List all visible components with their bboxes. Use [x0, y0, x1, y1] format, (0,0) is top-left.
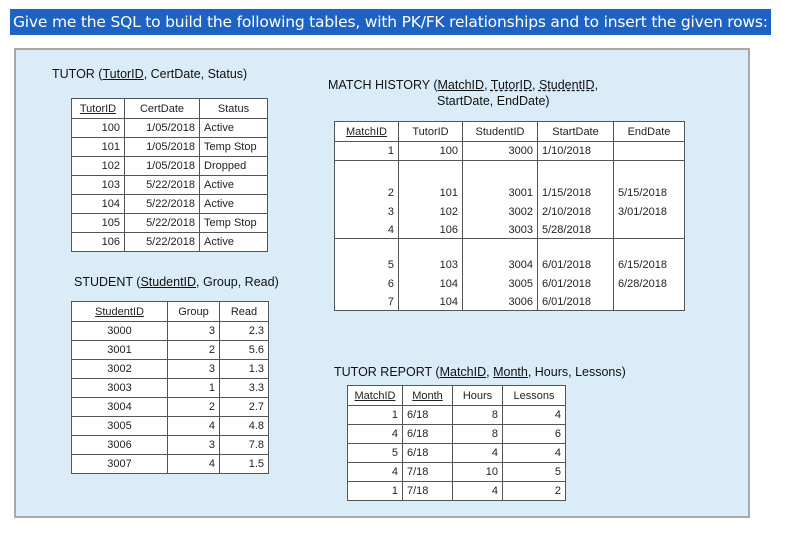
student-row-cell: 7.8: [220, 436, 269, 455]
tutor-report-row-cell: 4: [453, 444, 503, 463]
match-history-pk: MatchID: [437, 78, 485, 92]
tutor-row-cell: Active: [200, 195, 268, 214]
student-row-cell: 2.7: [220, 398, 269, 417]
student-row-cell: 5.6: [220, 341, 269, 360]
match-history-row: [335, 161, 685, 201]
tutor-report-pk-match: MatchID: [439, 365, 487, 379]
tutor-title: TUTOR (TutorID, CertDate, Status): [52, 67, 248, 81]
mh-header-tutorid: TutorID: [399, 122, 463, 142]
tutor-row-cell: 102: [72, 157, 125, 176]
tutor-report-row-cell: 8: [453, 406, 503, 425]
match-history-title-line2: StartDate, EndDate): [437, 94, 550, 108]
mh-header-enddate: EndDate: [614, 122, 685, 142]
tutor-report-row-cell: 6/18: [403, 444, 453, 463]
tutor-row-cell: 106: [72, 233, 125, 252]
match-history-row-cell: 2: [335, 161, 399, 201]
mh-header-matchid: MatchID: [335, 122, 399, 142]
match-history-row-cell: 3006: [463, 292, 538, 311]
student-header-group: Group: [168, 302, 220, 322]
tutor-report-row-cell: 4: [348, 425, 403, 444]
match-history-row-cell: 1/15/2018: [538, 161, 614, 201]
mh-header-startdate: StartDate: [538, 122, 614, 142]
match-history-row-cell: 1: [335, 142, 399, 161]
tutor-row-cell: Active: [200, 233, 268, 252]
match-history-row-cell: 3/01/2018: [614, 201, 685, 220]
tutor-header-certdate: CertDate: [125, 99, 200, 119]
match-history-row-cell: 5/15/2018: [614, 161, 685, 201]
student-row: [72, 436, 269, 455]
student-row-cell: 4: [168, 455, 220, 474]
match-history-row-cell: 6/15/2018: [614, 239, 685, 273]
student-row-cell: 3002: [72, 360, 168, 379]
student-name: STUDENT: [74, 275, 133, 289]
tr-header-lessons: Lessons: [503, 386, 566, 406]
tutor-row: [72, 233, 268, 252]
student-header-id: StudentID: [72, 302, 168, 322]
match-history-row-cell: 7: [335, 292, 399, 311]
student-row-cell: 3000: [72, 322, 168, 341]
student-row-cell: 1: [168, 379, 220, 398]
match-history-row-cell: 100: [399, 142, 463, 161]
match-history-row-cell: 2/10/2018: [538, 201, 614, 220]
student-row: [72, 398, 269, 417]
match-history-row-cell: 4: [335, 220, 399, 239]
match-history-row-cell: 3004: [463, 239, 538, 273]
match-history-row-cell: 106: [399, 220, 463, 239]
match-history-row: [335, 220, 685, 239]
student-header-read: Read: [220, 302, 269, 322]
match-history-fk-tutor: TutorID: [490, 78, 533, 92]
tutor-report-table: [347, 385, 566, 501]
tutor-row: [72, 157, 268, 176]
tutor-row-cell: 1/05/2018: [125, 157, 200, 176]
tutor-row-cell: 5/22/2018: [125, 176, 200, 195]
match-history-fk-student: StudentID: [538, 78, 595, 92]
tutor-table: [71, 98, 268, 252]
student-row-cell: 3005: [72, 417, 168, 436]
student-row: [72, 341, 269, 360]
tutor-report-row-cell: 7/18: [403, 482, 453, 501]
student-row-cell: 2: [168, 398, 220, 417]
tutor-header-id: TutorID: [72, 99, 125, 119]
tutor-row-cell: Active: [200, 176, 268, 195]
match-history-row-cell: 101: [399, 161, 463, 201]
tutor-row: [72, 214, 268, 233]
match-history-row-cell: 3001: [463, 161, 538, 201]
tutor-name: TUTOR: [52, 67, 95, 81]
tutor-report-row-cell: 7/18: [403, 463, 453, 482]
tutor-row: [72, 138, 268, 157]
match-history-row-cell: 3003: [463, 220, 538, 239]
student-pk: StudentID: [140, 275, 197, 289]
student-row: [72, 379, 269, 398]
tutor-report-row-cell: 4: [453, 482, 503, 501]
student-row-cell: 3006: [72, 436, 168, 455]
match-history-row: [335, 142, 685, 161]
tutor-header-status: Status: [200, 99, 268, 119]
mh-header-studentid: StudentID: [463, 122, 538, 142]
student-row-cell: 3: [168, 360, 220, 379]
match-history-table: [334, 121, 685, 311]
tutor-row-cell: Active: [200, 119, 268, 138]
tutor-row-cell: Temp Stop: [200, 138, 268, 157]
tutor-report-row-cell: 5: [503, 463, 566, 482]
tutor-report-title: TUTOR REPORT (MatchID, Month, Hours, Lessons): [334, 365, 626, 379]
tutor-row-cell: 5/22/2018: [125, 233, 200, 252]
match-history-row-cell: 1/10/2018: [538, 142, 614, 161]
tutor-report-row-cell: 8: [453, 425, 503, 444]
tr-header-month: Month: [403, 386, 453, 406]
student-attrs: , Group, Read): [196, 275, 279, 289]
match-history-row-cell: 6/01/2018: [538, 292, 614, 311]
match-history-row-cell: 104: [399, 273, 463, 292]
match-history-row-cell: 103: [399, 239, 463, 273]
tutor-report-row: [348, 444, 566, 463]
tutor-report-row: [348, 463, 566, 482]
tutor-report-row-cell: 2: [503, 482, 566, 501]
tutor-report-row-cell: 4: [503, 406, 566, 425]
tutor-report-attrs: , Hours, Lessons): [527, 365, 626, 379]
tutor-row-cell: Dropped: [200, 157, 268, 176]
student-row: [72, 417, 269, 436]
tutor-row-cell: 5/22/2018: [125, 214, 200, 233]
tutor-row: [72, 195, 268, 214]
question-text: Give me the SQL to build the following tables, with PK/FK relationships and to insert the given rows:: [10, 9, 771, 35]
student-row-cell: 1.3: [220, 360, 269, 379]
match-history-row-cell: [614, 142, 685, 161]
student-row-cell: 2.3: [220, 322, 269, 341]
tutor-pk: TutorID: [102, 67, 144, 81]
student-row-cell: 4.8: [220, 417, 269, 436]
match-history-name: MATCH HISTORY: [328, 78, 430, 92]
tutor-report-row-cell: 5: [348, 444, 403, 463]
match-history-title: MATCH HISTORY (MatchID, TutorID, StudentID,: [328, 78, 599, 92]
tutor-report-row: [348, 482, 566, 501]
student-row: [72, 322, 269, 341]
tutor-row: [72, 176, 268, 195]
tutor-row-cell: 1/05/2018: [125, 119, 200, 138]
tutor-report-row-cell: 4: [503, 444, 566, 463]
student-row-cell: 3007: [72, 455, 168, 474]
match-history-row-cell: 5/28/2018: [538, 220, 614, 239]
student-row-cell: 1.5: [220, 455, 269, 474]
match-history-row: [335, 201, 685, 220]
match-history-row-cell: [614, 220, 685, 239]
tutor-attrs: , CertDate, Status): [143, 67, 248, 81]
tutor-row-cell: 101: [72, 138, 125, 157]
tutor-report-row-cell: 6/18: [403, 425, 453, 444]
match-history-row: [335, 292, 685, 311]
match-history-row: [335, 239, 685, 273]
student-title: STUDENT (StudentID, Group, Read): [74, 275, 279, 289]
student-row-cell: 3003: [72, 379, 168, 398]
tutor-report-row-cell: 6/18: [403, 406, 453, 425]
tr-header-hours: Hours: [453, 386, 503, 406]
match-history-row-cell: 6: [335, 273, 399, 292]
tutor-report-row: [348, 425, 566, 444]
tutor-report-row: [348, 406, 566, 425]
tutor-report-row-cell: 4: [348, 463, 403, 482]
student-row-cell: 3001: [72, 341, 168, 360]
student-row: [72, 360, 269, 379]
student-row-cell: 3.3: [220, 379, 269, 398]
tutor-report-pk-month: Month: [493, 365, 528, 379]
tutor-row-cell: 105: [72, 214, 125, 233]
tutor-report-row-cell: 1: [348, 482, 403, 501]
match-history-row-cell: [614, 292, 685, 311]
tutor-row-cell: 5/22/2018: [125, 195, 200, 214]
tutor-report-row-cell: 6: [503, 425, 566, 444]
match-history-row-cell: 5: [335, 239, 399, 273]
match-history-row-cell: 6/01/2018: [538, 239, 614, 273]
student-row-cell: 3: [168, 322, 220, 341]
student-row-cell: 3004: [72, 398, 168, 417]
match-history-row-cell: 3002: [463, 201, 538, 220]
student-row: [72, 455, 269, 474]
tutor-report-name: TUTOR REPORT: [334, 365, 432, 379]
tutor-report-row-cell: 1: [348, 406, 403, 425]
tutor-row-cell: 100: [72, 119, 125, 138]
tutor-report-row-cell: 10: [453, 463, 503, 482]
match-history-row-cell: 3: [335, 201, 399, 220]
student-row-cell: 4: [168, 417, 220, 436]
student-table: [71, 301, 269, 474]
tr-header-matchid: MatchID: [348, 386, 403, 406]
tutor-row-cell: 103: [72, 176, 125, 195]
tutor-row-cell: 1/05/2018: [125, 138, 200, 157]
student-row-cell: 3: [168, 436, 220, 455]
tutor-row-cell: Temp Stop: [200, 214, 268, 233]
tutor-row-cell: 104: [72, 195, 125, 214]
match-history-row-cell: 102: [399, 201, 463, 220]
tutor-row: [72, 119, 268, 138]
match-history-row-cell: 6/01/2018: [538, 273, 614, 292]
match-history-row-cell: 6/28/2018: [614, 273, 685, 292]
match-history-row-cell: 104: [399, 292, 463, 311]
student-row-cell: 2: [168, 341, 220, 360]
match-history-row-cell: 3000: [463, 142, 538, 161]
match-history-row-cell: 3005: [463, 273, 538, 292]
match-history-row: [335, 273, 685, 292]
